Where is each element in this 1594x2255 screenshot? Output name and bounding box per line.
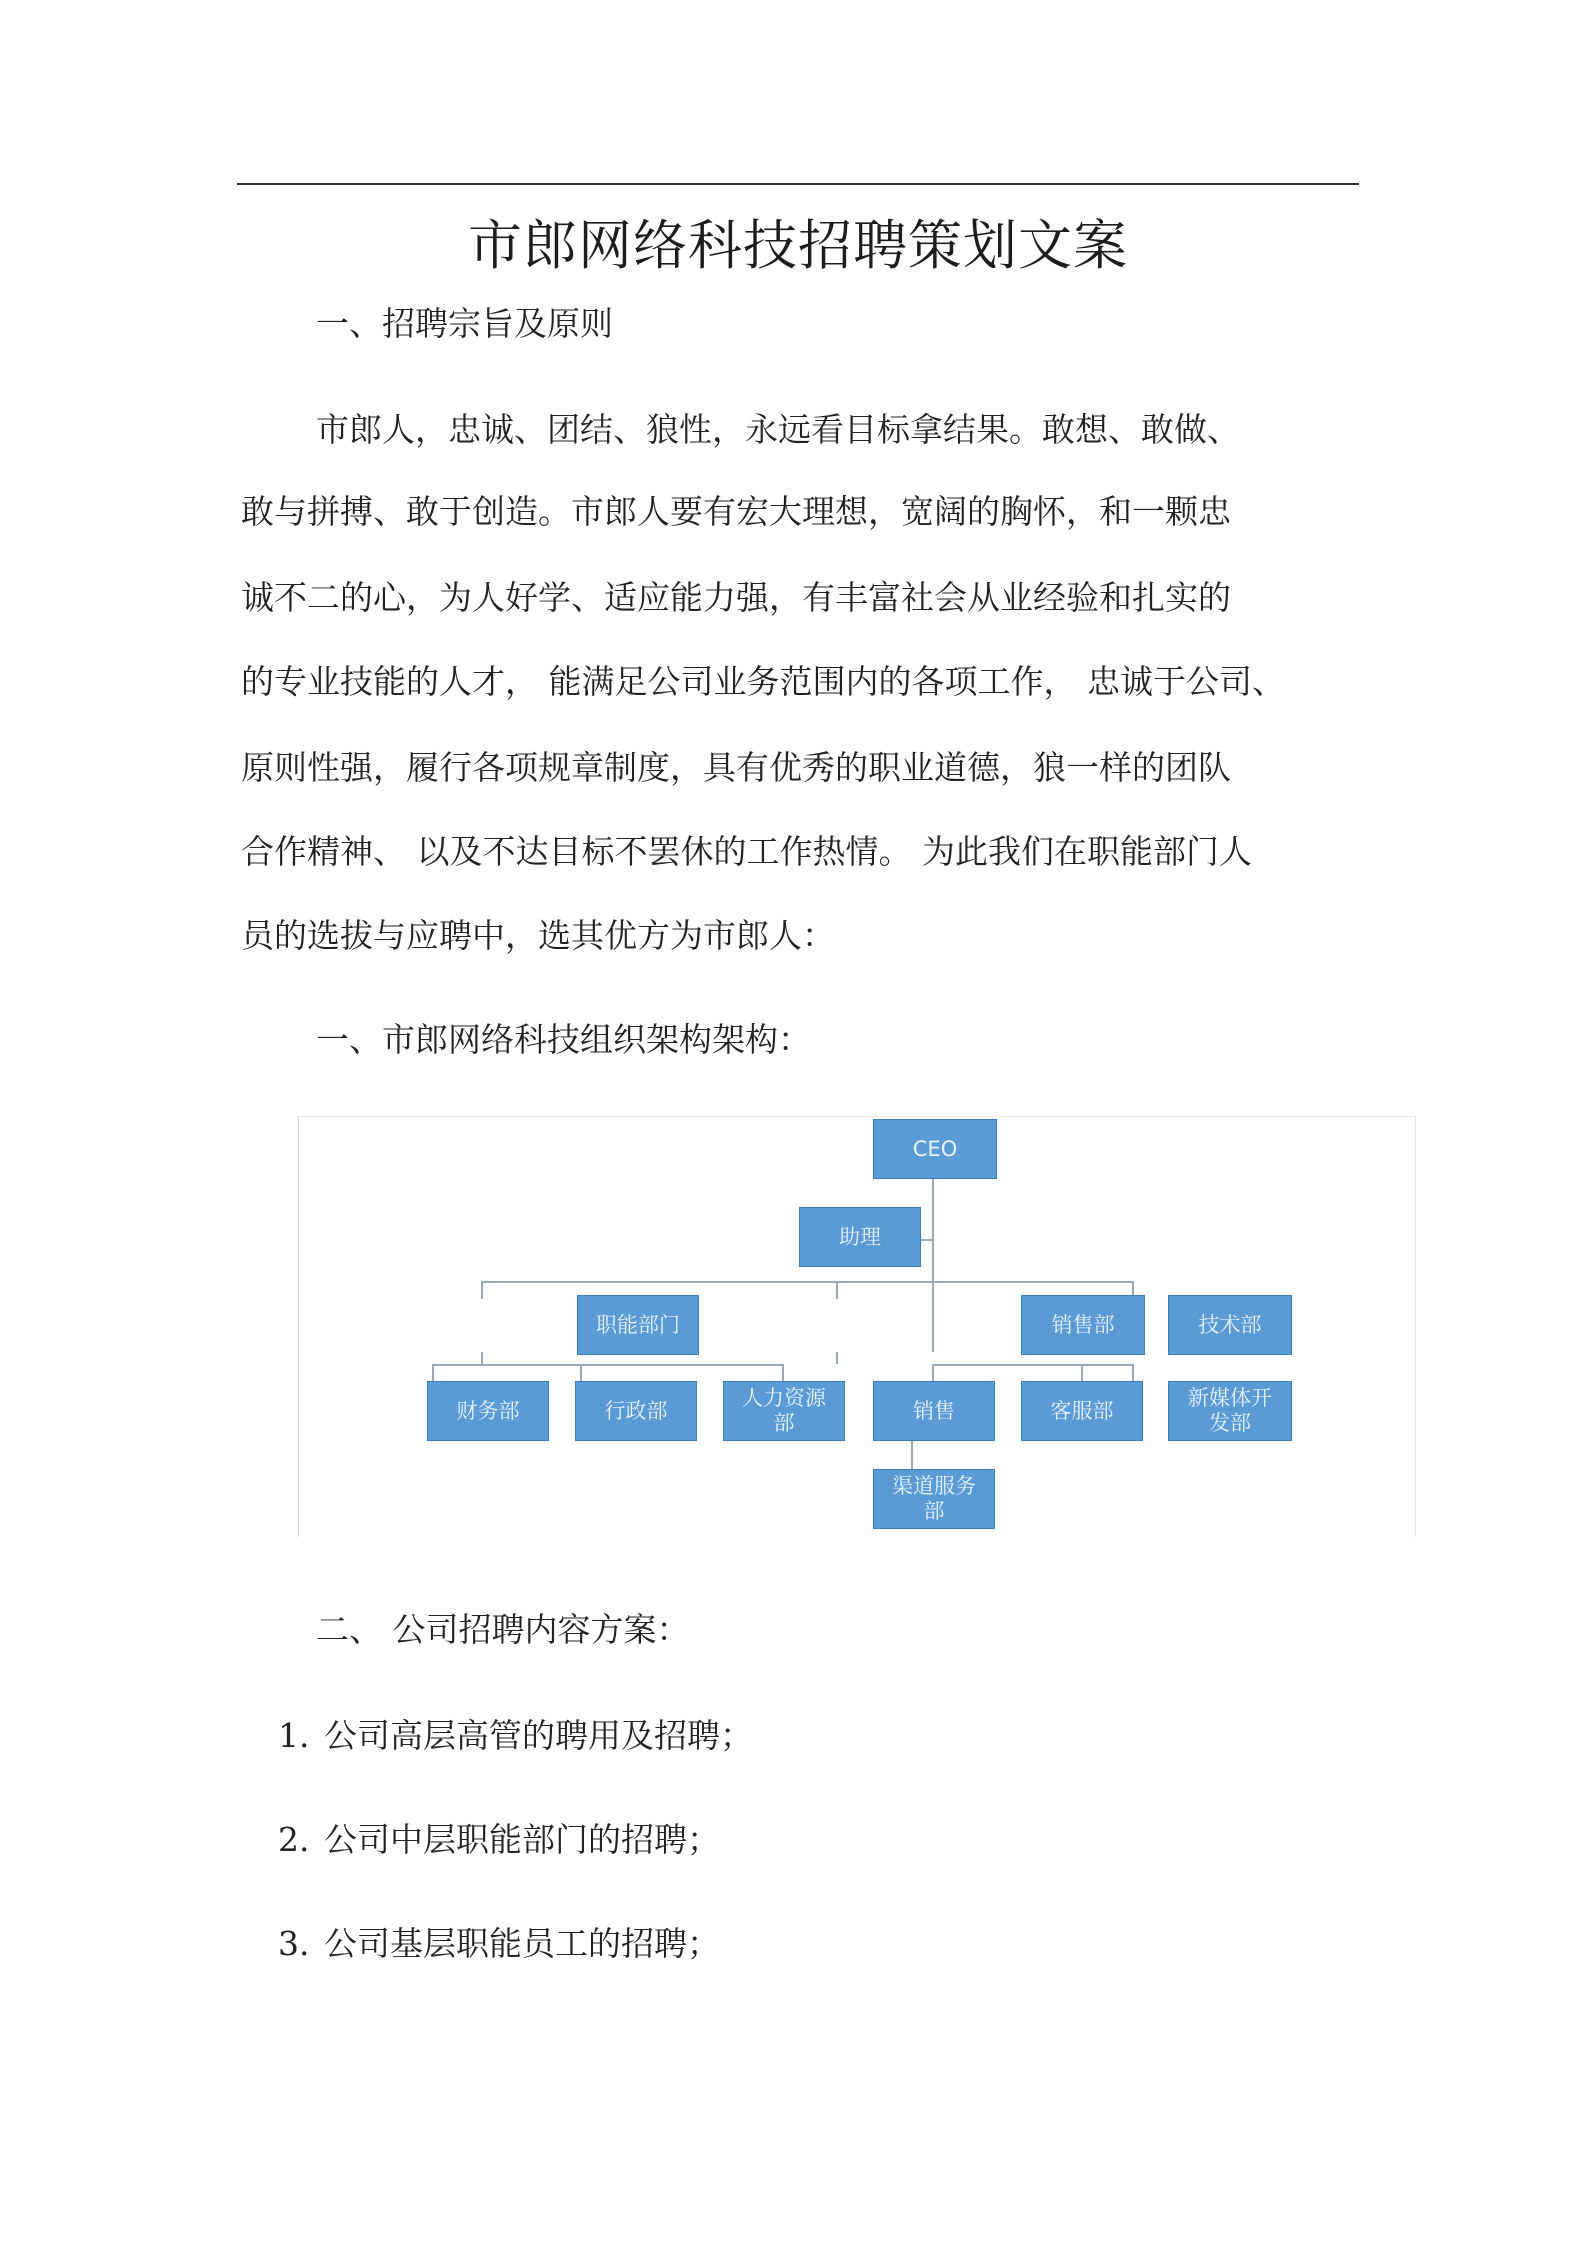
paragraph-line: 原则性强，履行各项规章制度，具有优秀的职业道德，狼一样的团队 — [241, 748, 1231, 787]
org-connector — [782, 1364, 784, 1381]
org-node-finance: 财务部 — [427, 1381, 549, 1441]
list-item-text: 公司高层高管的聘用及招聘； — [324, 1716, 753, 1755]
org-connector — [481, 1352, 483, 1364]
section-heading-principles: 一、招聘宗旨及原则 — [316, 304, 613, 343]
org-connector — [432, 1364, 784, 1366]
list-item — [278, 1818, 720, 1862]
org-node-functional-dept: 职能部门 — [577, 1295, 699, 1355]
org-connector — [432, 1364, 434, 1381]
org-connector — [1081, 1364, 1083, 1381]
org-connector — [836, 1281, 838, 1299]
section-heading-recruitment-plan: 二、 公司招聘内容方案： — [316, 1610, 690, 1649]
org-node-tech-dept: 技术部 — [1168, 1295, 1292, 1355]
org-connector — [932, 1364, 934, 1381]
top-rule — [237, 183, 1359, 185]
org-connector — [580, 1364, 582, 1381]
org-connector — [481, 1281, 1134, 1283]
list-item-number: 2. — [278, 1820, 310, 1859]
org-node-new-media: 新媒体开 发部 — [1168, 1381, 1292, 1441]
paragraph-line: 敢与拼搏、敢于创造。市郎人要有宏大理想，宽阔的胸怀，和一颗忠 — [241, 492, 1231, 531]
org-node-ceo: CEO — [873, 1119, 997, 1179]
org-node-admin: 行政部 — [575, 1381, 697, 1441]
org-connector — [1132, 1364, 1134, 1381]
org-node-customer-service: 客服部 — [1021, 1381, 1143, 1441]
paragraph-line: 诚不二的心，为人好学、适应能力强，有丰富社会从业经验和扎实的 — [241, 578, 1231, 617]
list-item-text: 公司基层职能员工的招聘； — [324, 1924, 720, 1963]
paragraph-line: 员的选拔与应聘中，选其优方为市郎人： — [241, 916, 835, 955]
org-node-channel-service: 渠道服务 部 — [873, 1469, 995, 1529]
org-connector — [481, 1281, 483, 1299]
org-node-hr: 人力资源 部 — [723, 1381, 845, 1441]
org-connector — [932, 1364, 1133, 1366]
list-item-number: 3. — [278, 1924, 310, 1963]
org-node-sales-dept: 销售部 — [1021, 1295, 1145, 1355]
list-item — [278, 1714, 753, 1758]
org-node-assistant: 助理 — [799, 1207, 921, 1267]
document-title: 市郎网络科技招聘策划文案 — [468, 214, 1128, 277]
paragraph-line: 合作精神、 以及不达目标不罢休的工作热情。 为此我们在职能部门人 — [241, 832, 1252, 871]
org-node-sales: 销售 — [873, 1381, 995, 1441]
org-connector — [911, 1439, 913, 1473]
section-heading-org-structure: 一、市郎网络科技组织架构架构： — [316, 1020, 811, 1059]
org-connector — [836, 1352, 838, 1364]
paragraph-line: 市郎人，忠诚、团结、狼性，永远看目标拿结果。敢想、敢做、 — [316, 410, 1240, 449]
org-connector — [920, 1239, 934, 1241]
list-item-number: 1. — [278, 1716, 310, 1755]
paragraph-line: 的专业技能的人才， 能满足公司业务范围内的各项工作， 忠诚于公司、 — [241, 662, 1285, 701]
list-item — [278, 1922, 720, 1966]
org-chart — [298, 1116, 1416, 1537]
list-item-text: 公司中层职能部门的招聘； — [324, 1820, 720, 1859]
org-connector — [932, 1179, 934, 1352]
